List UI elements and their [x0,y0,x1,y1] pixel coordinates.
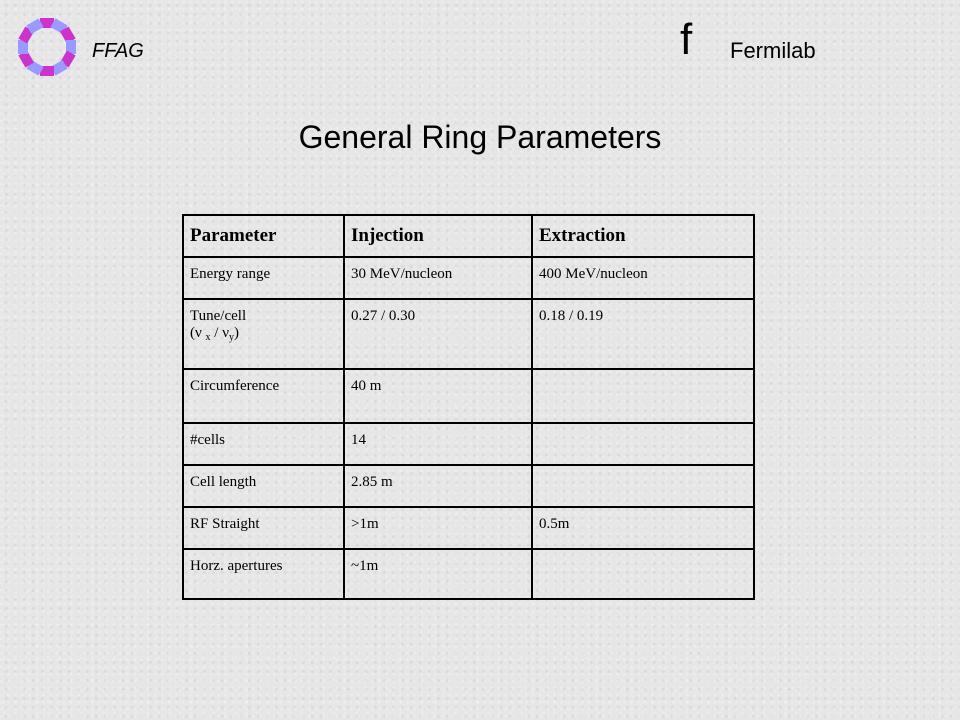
header-parameter: Parameter [183,215,344,257]
cell-injection: 0.27 / 0.30 [344,299,532,369]
table-row [183,549,754,599]
cell-extraction [532,549,754,599]
table-row [183,369,754,423]
ffag-ring-logo-icon [18,18,76,76]
header-extraction: Extraction [532,215,754,257]
cell-parameter: Energy range [183,257,344,299]
cell-extraction [532,369,754,423]
cell-extraction: 0.18 / 0.19 [532,299,754,369]
cell-parameter [183,299,344,369]
fermilab-label: Fermilab [730,38,816,63]
header-injection: Injection [344,215,532,257]
cell-parameter: Cell length [183,465,344,507]
page-title: General Ring Parameters [298,119,662,155]
cell-parameter: #cells [183,423,344,465]
cell-parameter: RF Straight [183,507,344,549]
table-row [183,465,754,507]
cell-injection: 2.85 m [344,465,532,507]
cell-extraction: 400 MeV/nucleon [532,257,754,299]
cell-parameter: Horz. apertures [183,549,344,599]
cell-injection: 40 m [344,369,532,423]
cell-injection: 14 [344,423,532,465]
cell-injection: >1m [344,507,532,549]
fermilab-symbol: f [680,15,693,64]
ffag-label: FFAG [92,40,144,62]
cell-extraction: 0.5m [532,507,754,549]
cell-parameter: Circumference [183,369,344,423]
cell-injection: ~1m [344,549,532,599]
tune-label: Tune/cell [190,308,247,324]
table-row [183,507,754,549]
cell-injection: 30 MeV/nucleon [344,257,532,299]
table-row [183,423,754,465]
table-row [183,257,754,299]
ring-parameters-table [182,214,755,600]
table-row [183,299,754,369]
cell-extraction [532,423,754,465]
table-header-row [183,215,754,257]
tune-note: (ν $_x / \nu_y$) [190,325,240,343]
cell-extraction [532,465,754,507]
